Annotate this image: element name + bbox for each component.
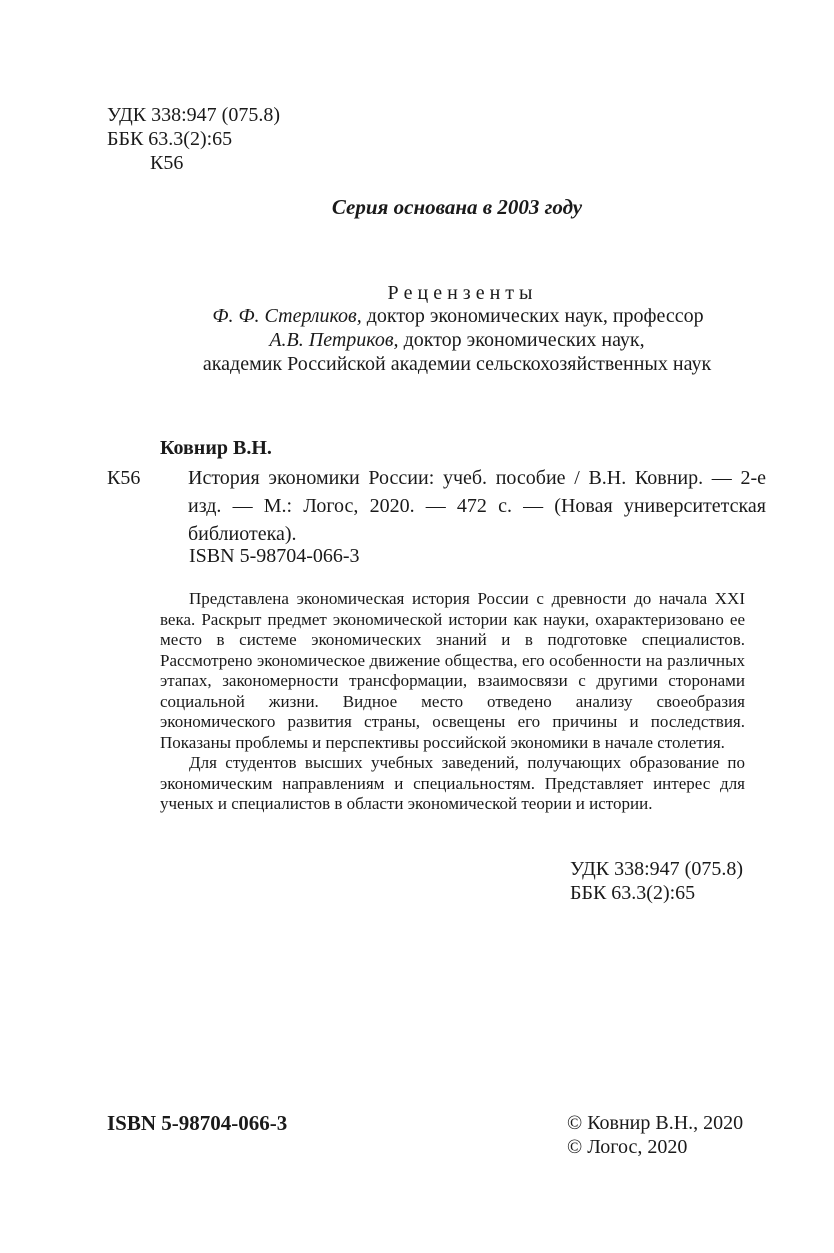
reviewer-2-name: А.В. Петриков,	[269, 329, 399, 351]
author-heading: Ковнир В.Н.	[160, 437, 272, 459]
annotation-paragraph-2: Для студентов высших учебных заведений, получающих образование по экономическим направлениям и специальностям. Представляет интерес для ученых и специалистов в области экономической теории и истории.	[160, 753, 745, 813]
bbk-code-bottom: ББК 63.3(2):65	[570, 882, 696, 904]
annotation	[160, 589, 745, 815]
reviewer-1-title: доктор экономических наук, профессор	[361, 305, 704, 327]
copyright-publisher: © Логос, 2020	[567, 1136, 688, 1158]
reviewer-1-name: Ф. Ф. Стерликов,	[212, 305, 362, 327]
bibliographic-description: История экономики России: учеб. пособие / В.Н. Ковнир. — 2-е изд. — М.: Логос, 2020. — 472 с. — (Новая университетская библиотека).	[188, 467, 766, 545]
reviewer-1	[0, 304, 834, 328]
reviewer-2	[0, 328, 834, 352]
series-note: Серия основана в 2003 году	[331, 195, 583, 219]
bibliographic-mark: К56	[107, 467, 141, 489]
bibliographic-isbn: ISBN 5-98704-066-3	[189, 545, 360, 567]
annotation-paragraph-1: Представлена экономическая история России с древности до начала XXI века. Раскрыт предмет экономической истории как науки, охарактеризовано ее место в системе экономических знаний и в подготовке специалистов. Рассмотрено экономическое движение общества, его особенности на различных этапах, закономерности трансформации, взаимосвязи с другими сторонами социальной жизни. Видное место отведено анализу своеобразия экономического развития страны, освещены его причины и последствия. Показаны проблемы и перспективы российской экономики в начале столетия.	[160, 589, 745, 752]
footer-isbn: ISBN 5-98704-066-3	[107, 1111, 288, 1135]
udk-code: УДК 338:947 (075.8)	[107, 104, 280, 126]
reviewer-2-title: доктор экономических наук,	[398, 329, 645, 351]
reviewers-heading: Р е ц е н з е н т ы	[387, 282, 533, 304]
reviewer-2-title-continued: академик Российской академии сельскохозяйственных наук	[202, 353, 712, 375]
copyright-author: © Ковнир В.Н., 2020	[567, 1112, 744, 1134]
bbk-code: ББК 63.3(2):65	[107, 128, 233, 150]
udk-code-bottom: УДК 338:947 (075.8)	[570, 858, 743, 880]
author-mark: К56	[150, 152, 184, 174]
